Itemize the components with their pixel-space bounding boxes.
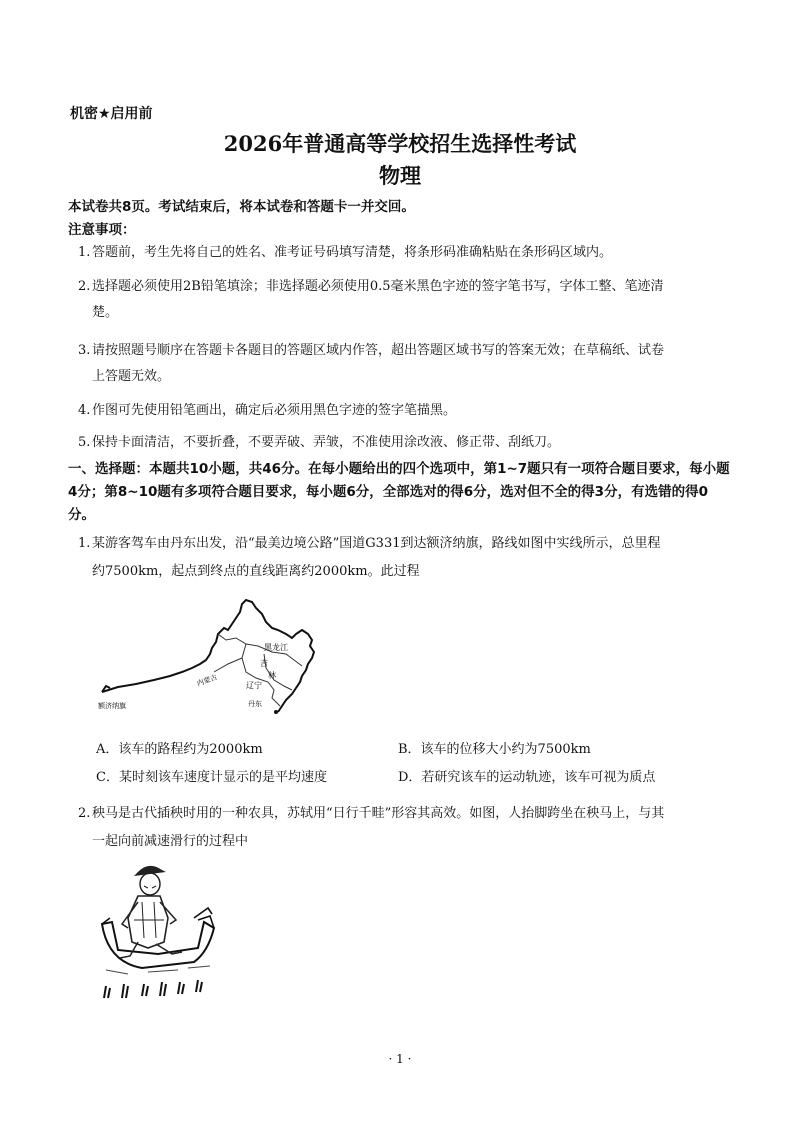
note-text-cont: 上答题无效。 (92, 369, 171, 384)
note-number: 4. (78, 403, 91, 418)
question-text-cont: 约7500km，起点到终点的直线距离约2000km。此过程 (92, 564, 420, 579)
question-text-cont: 一起向前减速滑行的过程中 (92, 834, 249, 849)
q1-option-b: B．该车的位移大小约为7500km (398, 742, 591, 757)
map-label-ejina: 额济纳旗 (98, 702, 126, 710)
note-number: 2. (78, 279, 91, 294)
note-item-1 (78, 240, 738, 266)
question-1 (78, 530, 742, 586)
note-text: 作图可先使用铅笔画出，确定后必须用黑色字迹的签字笔描黑。 (92, 403, 457, 418)
map-label-liaoning: 辽宁 (246, 681, 262, 690)
map-label-jilin-1: 吉 (260, 659, 268, 668)
q1-option-a: A．该车的路程约为2000km (96, 742, 263, 757)
q1-option-d: D．若研究该车的运动轨迹，该车可视为质点 (398, 770, 656, 785)
question-number: 1. (78, 536, 91, 551)
page-number: · 1 · (388, 1052, 412, 1066)
map-label-dandong: 丹东 (248, 700, 262, 708)
question-2 (78, 800, 742, 856)
confidential-mark: 机密★启用前 (70, 106, 153, 122)
note-number: 5. (78, 435, 91, 450)
question-number: 2. (78, 806, 91, 821)
note-text: 答题前，考生先将自己的姓名、准考证号码填写清楚，将条形码准确粘贴在条形码区域内。 (92, 245, 613, 260)
note-text-cont: 楚。 (92, 305, 119, 320)
q1-option-c: C．某时刻该车速度计显示的是平均速度 (96, 770, 327, 785)
subject-title: 物理 (379, 163, 421, 188)
note-number: 3. (78, 343, 91, 358)
start-point-marker (274, 710, 278, 714)
section-heading (68, 458, 740, 527)
note-text: 选择题必须使用2B铅笔填涂；非选择题必须使用0.5毫米黑色字迹的签字笔书写，字体工整、笔迹清 (92, 279, 664, 294)
exam-summary: 本试卷共8页。考试结束后，将本试卷和答题卡一并交回。 (68, 199, 415, 215)
yangma-illustration (98, 858, 220, 1006)
question-text: 秧马是古代插秧时用的一种农具，苏轼用“日行千畦”形容其高效。如图，人抬脚跨坐在秧马上，与其 (92, 806, 665, 821)
map-label-heilongjiang: 黑龙江 (264, 643, 288, 652)
notes-heading: 注意事项： (68, 222, 136, 238)
map-label-neimenggu: 内蒙古 (195, 673, 219, 688)
section-line-2: 4分；第8~10题有多项符合题目要求，每小题6分，全部选对的得6分，选对但不全的得3分，有选错的得0 (68, 484, 708, 500)
note-text: 请按照题号顺序在答题卡各题目的答题区域内作答，超出答题区域书写的答案无效；在草稿纸、试卷 (92, 343, 665, 358)
note-item-4 (78, 398, 738, 424)
route-map-figure (96, 594, 358, 722)
note-number: 1. (78, 245, 91, 260)
section-line-3: 分。 (68, 507, 95, 523)
map-label-jilin-2: 林 (268, 671, 276, 680)
note-item-2 (78, 274, 738, 326)
question-text: 某游客驾车由丹东出发，沿“最美边境公路”国道G331到达额济纳旗，路线如图中实线所示，总里程 (92, 536, 661, 551)
exam-title: 2026年普通高等学校招生选择性考试 (223, 131, 577, 156)
note-item-3 (78, 338, 738, 390)
section-line-1: 一、选择题：本题共10小题，共46分。在每小题给出的四个选项中，第1~7题只有一项符合题目要求，每小题 (68, 461, 730, 477)
note-text: 保持卡面清洁，不要折叠，不要弄破、弄皱，不准使用涂改液、修正带、刮纸刀。 (92, 435, 561, 450)
note-item-5 (78, 430, 738, 456)
